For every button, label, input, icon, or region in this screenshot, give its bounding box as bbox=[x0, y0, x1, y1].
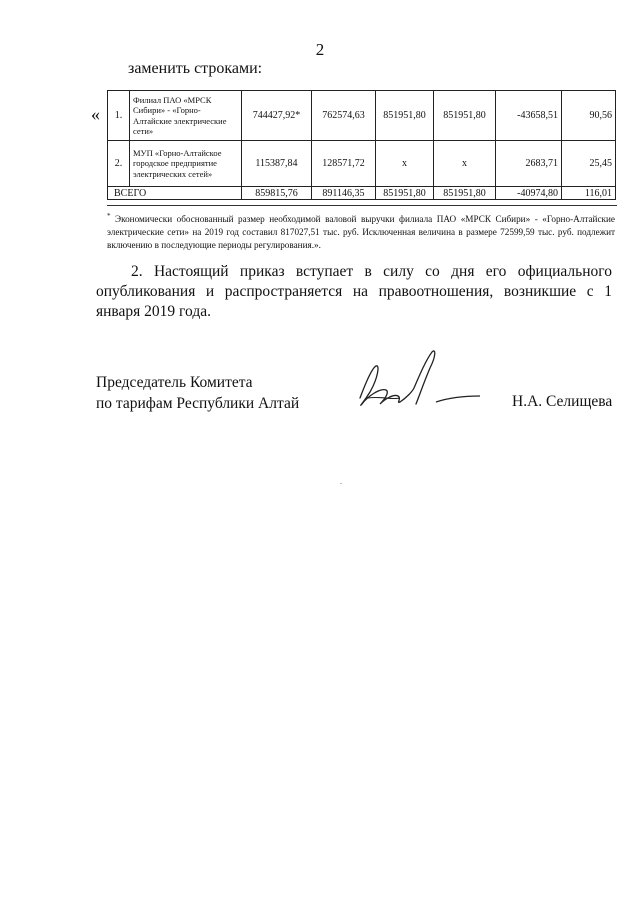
table-cell: -40974,80 bbox=[496, 187, 562, 200]
table-cell: 851951,80 bbox=[376, 187, 434, 200]
table-cell: 859815,76 bbox=[242, 187, 312, 200]
handwritten-signature bbox=[340, 338, 490, 418]
table-cell: 128571,72 bbox=[312, 141, 376, 187]
footnote bbox=[107, 210, 615, 252]
table-cell: 25,45 bbox=[562, 141, 616, 187]
table-cell: 891146,35 bbox=[312, 187, 376, 200]
opening-quote: « bbox=[91, 104, 100, 124]
table-cell: 851951,80 bbox=[434, 187, 496, 200]
row-number: 2. bbox=[108, 141, 130, 187]
scan-speck bbox=[340, 483, 342, 484]
organization-name: Филиал ПАО «МРСК Сибири» - «Горно-Алтайские электрические сети» bbox=[130, 91, 242, 141]
table-cell: 90,56 bbox=[562, 91, 616, 141]
footnote-divider bbox=[107, 205, 617, 206]
table-cell: 851951,80 bbox=[434, 91, 496, 141]
paragraph-effective-date: 2. Настоящий приказ вступает в силу со дня его официального опубликования и распространяется на правоотношения, возникшие с 1 января 2019 года. bbox=[96, 263, 612, 320]
table-row bbox=[108, 91, 616, 141]
total-label: ВСЕГО bbox=[108, 187, 242, 200]
row-number: 1. bbox=[108, 91, 130, 141]
tariff-table bbox=[107, 90, 616, 200]
organization-name: МУП «Горно-Алтайское городское предприятие электрических сетей» bbox=[130, 141, 242, 187]
signatory-name: Н.А. Селищева bbox=[512, 393, 613, 410]
signatory-title bbox=[96, 372, 299, 414]
footnote-text: Экономически обоснованный размер необходимой валовой выручки филиала ПАО «МРСК Сибири» - «Горно-Алтайские электрические сети» на 2019 год составил 817027,51 тыс. руб. Исключенная величина в размере 72599,59 тыс. руб. подлежит включению в последующие периоды регулирования.». bbox=[107, 214, 616, 251]
table-total-row bbox=[108, 187, 616, 200]
signatory-title-line: Председатель Комитета bbox=[96, 374, 253, 391]
table-cell: 115387,84 bbox=[242, 141, 312, 187]
footnote-mark: * bbox=[107, 212, 111, 220]
table-cell: x bbox=[376, 141, 434, 187]
signatory-title-line: по тарифам Республики Алтай bbox=[96, 395, 300, 412]
table-cell: 744427,92* bbox=[242, 91, 312, 141]
table-cell: 762574,63 bbox=[312, 91, 376, 141]
intro-text: заменить строками: bbox=[128, 60, 263, 77]
table-cell: 116,01 bbox=[562, 187, 616, 200]
table-cell: -43658,51 bbox=[496, 91, 562, 141]
table-row bbox=[108, 141, 616, 187]
table-cell: 2683,71 bbox=[496, 141, 562, 187]
table-cell: x bbox=[434, 141, 496, 187]
page-number: 2 bbox=[315, 40, 325, 59]
table-cell: 851951,80 bbox=[376, 91, 434, 141]
